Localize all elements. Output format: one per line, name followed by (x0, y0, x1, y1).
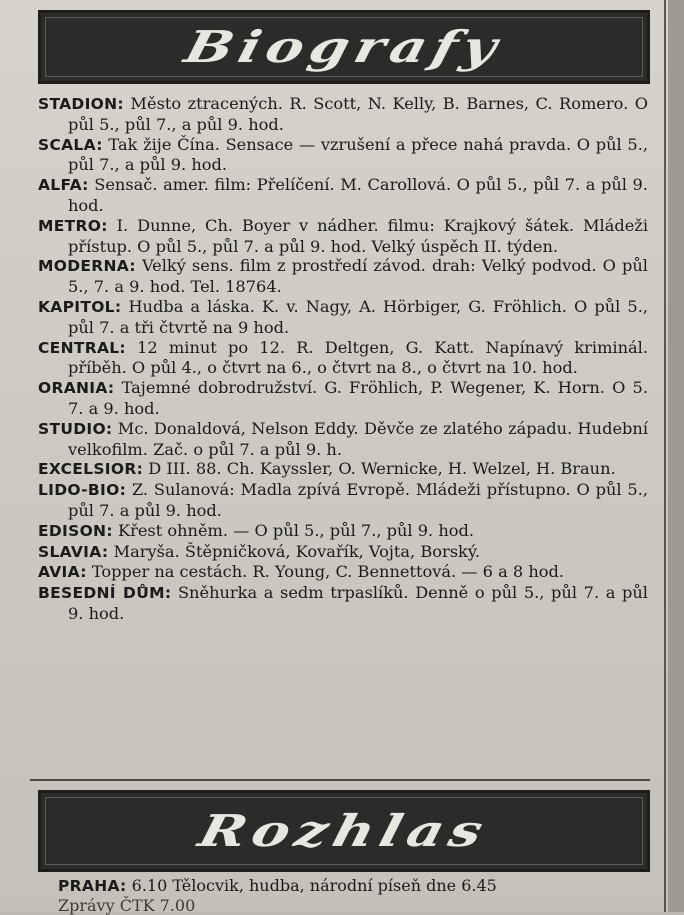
listing-text: Topper na cestách. R. Young, C. Bennettová. — 6 a 8 hod. (91, 562, 564, 582)
listing-text: Křest ohněm. — O půl 5., půl 7., půl 9. hod. (118, 520, 475, 540)
listing-entry (38, 338, 648, 379)
listing-text: Maryša. Štěpničková, Kovařík, Vojta, Borský. (113, 541, 480, 561)
venue-name: ALFA: (38, 176, 89, 195)
listing-text: Město ztracených. R. Scott, N. Kelly, B. Barnes, C. Romero. O půl 5., půl 7., a půl 9. hod. (68, 94, 648, 134)
listing-text: Sensač. amer. film: Přelíčení. M. Carollová. O půl 5., půl 7. a půl 9. hod. (68, 175, 648, 215)
venue-name: SLAVIA: (38, 542, 109, 561)
listing-entry (38, 175, 648, 216)
listing-text: Mc. Donaldová, Nelson Eddy. Děvče ze zlatého západu. Hudební velkofilm. Zač. o půl 7. a půl 9. h. (68, 418, 648, 459)
venue-name: EXCELSIOR: (38, 460, 144, 479)
venue-name: LIDO-BIO: (38, 481, 127, 500)
listing-entry (38, 562, 648, 583)
listing-entry (38, 521, 648, 542)
venue-name: ORANIA: (38, 379, 115, 398)
radio-station: PRAHA: (58, 877, 127, 895)
listing-entry (38, 94, 648, 135)
listing-entry (38, 459, 648, 480)
radio-program-line2: Zprávy ČTK 7.00 (58, 896, 196, 915)
banner-title: Biografy (179, 21, 509, 73)
venue-name: STUDIO: (38, 419, 113, 438)
cinema-listings (38, 94, 648, 624)
venue-name: SCALA: (38, 135, 103, 154)
listing-entry (38, 256, 648, 297)
listing-text: Sněhurka a sedm trpaslíků. Denně o půl 5., půl 7. a půl 9. hod. (68, 583, 648, 623)
venue-name: MODERNA: (38, 257, 136, 276)
rozhlas-banner (38, 790, 650, 872)
listing-text: Hudba a láska. K. v. Nagy, A. Hörbiger, G. Fröhlich. O půl 5., půl 7. a tři čtvrtě na 9 hod. (68, 296, 648, 337)
listing-entry (38, 583, 648, 624)
adjacent-column-edge (668, 0, 684, 912)
listing-text: Z. Sulanová: Madla zpívá Evropě. Mládeži přístupno. O půl 5., půl 7. a půl 9. hod. (68, 480, 649, 520)
venue-name: METRO: (38, 216, 108, 235)
venue-name: STADION: (38, 95, 124, 113)
listing-entry (38, 480, 648, 521)
venue-name: KAPITOL: (38, 297, 122, 316)
listing-text: 12 minut po 12. R. Deltgen, G. Katt. Napínavý kriminál. příběh. O půl 4., o čtvrt na 6., o čtvrt na 8., o čtvrt na 10. hod. (68, 337, 649, 378)
listing-entry (38, 297, 648, 338)
listing-entry (38, 216, 648, 257)
radio-entry (58, 876, 648, 896)
venue-name: CENTRAL: (38, 338, 126, 357)
listing-text: D III. 88. Ch. Kayssler, O. Wernicke, H. Welzel, H. Braun. (148, 459, 616, 479)
venue-name: EDISON: (38, 521, 113, 540)
biografy-banner (38, 10, 650, 84)
section-divider (30, 779, 650, 781)
listing-text: Tajemné dobrodružství. G. Fröhlich, P. Wegener, K. Horn. O 5. 7. a 9. hod. (68, 378, 648, 418)
radio-program: 6.10 Tělocvik, hudba, národní píseň dne 6.45 (131, 876, 497, 895)
radio-listing (58, 876, 648, 915)
listing-entry (38, 378, 648, 419)
listing-entry (38, 135, 648, 176)
venue-name: BESEDNÍ DŮM: (38, 584, 172, 603)
listing-text: Tak žije Čína. Sensace — vzrušení a přece nahá pravda. O půl 5., půl 7., a půl 9. hod. (68, 134, 648, 175)
listing-text: Velký sens. film z prostředí závod. drah: Velký podvod. O půl 5., 7. a 9. hod. Tel. 18764. (68, 256, 648, 297)
listing-entry (38, 542, 648, 563)
column-rule (664, 0, 666, 912)
listing-entry (38, 419, 648, 460)
listing-text: I. Dunne, Ch. Boyer v nádher. filmu: Krajkový šátek. Mládeži přístup. O půl 5., půl 7. a půl 9. hod. Velký úspěch II. týden. (68, 215, 648, 256)
venue-name: AVIA: (38, 563, 87, 582)
banner-title-rozhlas: Rozhlas (193, 805, 495, 857)
